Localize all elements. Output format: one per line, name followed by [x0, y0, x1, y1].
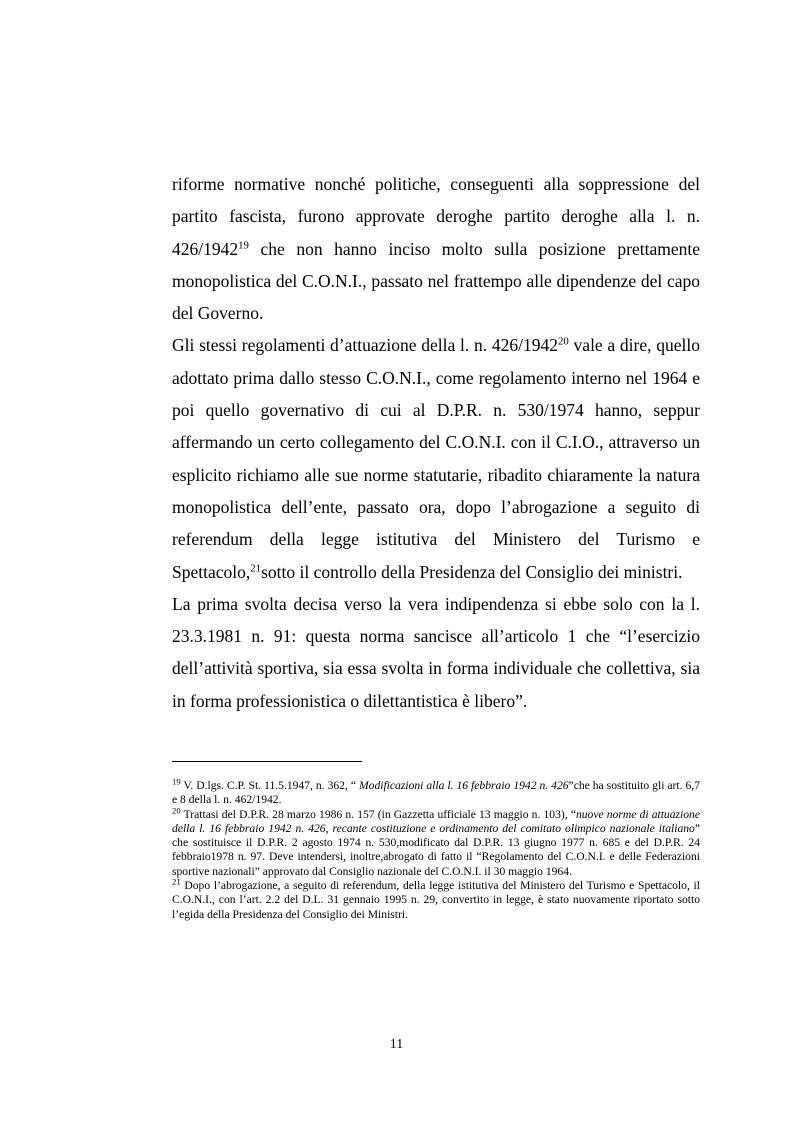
- paragraph-3: La prima svolta decisa verso la vera indipendenza si ebbe solo con la l. 23.3.1981 n. 91: questa norma sancisce all’articolo 1 che “l’esercizio dell’attività sportiva, sia essa svolta in forma individuale che collettiva, sia in forma professionistica o dilettantistica è libero”.: [172, 593, 700, 711]
- footnote-20: $^{20}$ Trattasi del D.P.R. 28 marzo 1986 n. 157 (in Gazzetta ufficiale 13 maggio n. 103), “nuove norme di attuazione della l. 16 febbraio 1942 n. 426, recante costituzione e ordinamento del comitato olimpico nazionale italiano” che sostituisce il D.P.R. 2 agosto 1974 n. 530,modificato dal D.P.R. 13 giugno 1977 n. 685 e del D.P.R. 24 febbraio1978 n. 97. Deve intendersi, inoltre,abrogato di fatto il “Regolamento del C.O.N.I. e delle Federazioni sportive nazionali” approvato dal Consiglio nazionale del C.O.N.I. il 30 maggio 1964.: [172, 805, 700, 878]
- footnote-ref-20[interactable]: 20: [557, 335, 569, 348]
- footnote-21: $^{21}$ Dopo l’abrogazione, a seguito di referendum, della legge istitutiva del Ministero del Turismo e Spettacolo, il C.O.N.I., con l’art. 2.2 del D.L. 31 gennaio 1995 n. 29, convertito in legge, è stato nuovamente riportato sotto l’egida della Presidenza del Consiglio dei Ministri.: [172, 876, 700, 921]
- paragraph-2: Gli stessi regolamenti d’attuazione della l. n. 426/1942$^{20}$ vale a dire, quello adottato prima dallo stesso C.O.N.I., come regolamento interno nel 1964 e poi quello governativo di cui al D.P.R. n. 530/1974 hanno, seppur affermando un certo collegamento del C.O.N.I. con il C.I.O., attraverso un esplicito richiamo alle sue norme statutarie, ribadito chiaramente la natura monopolistica dell’ente, passato ora, dopo l’abrogazione a seguito di referendum della legge istitutiva del Ministero del Turismo e Spettacolo,$^{21}$sotto il controllo della Presidenza del Consiglio dei ministri.: [172, 335, 700, 582]
- page-number: 11: [389, 1037, 404, 1052]
- footnote-ref-19[interactable]: 19: [238, 239, 249, 252]
- footnote-19: $^{19}$ V. D.lgs. C.P. St. 11.5.1947, n. 362, “ Modificazioni alla l. 16 febbraio 1942 n. 426”che ha sostituito gli art. 6,7 e 8 della l. n. 462/1942.: [172, 776, 700, 807]
- body-text: [172, 168, 700, 717]
- paragraph-1: riforme normative nonché politiche, conseguenti alla soppressione del partito fascista, furono approvate deroghe partito deroghe alla l. n. 426/1942$^{19}$ che non hanno inciso molto sulla posizione prettamente monopolistica del C.O.N.I., passato nel frattempo alle dipendenze del capo del Governo.: [172, 174, 700, 324]
- footnote-separator: [172, 761, 362, 762]
- footnote-ref-21[interactable]: 21: [250, 562, 262, 575]
- footnotes: [172, 776, 700, 922]
